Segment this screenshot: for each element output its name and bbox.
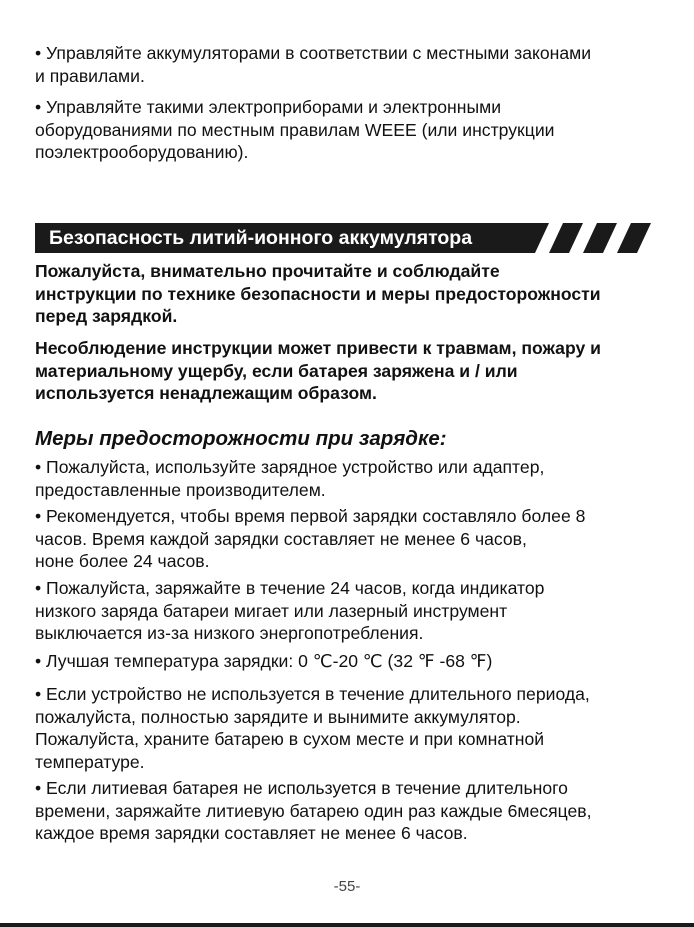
- section-header-bar: [35, 223, 655, 253]
- stripe-mark: [549, 223, 583, 253]
- stripe-mark: [617, 223, 651, 253]
- bullet-charger: • Пожалуйста, используйте зарядное устройство или адаптер, предоставленные производителем.: [35, 457, 545, 500]
- bullet-weee-rules: • Управляйте такими электроприборами и электронными оборудованиями по местным правилам WEEE (или инструкции поэлектрооборудованию).: [35, 97, 555, 162]
- bullet-long-storage: • Если литиевая батарея не используется в течение длительного времени, заряжайте литиевую батарею один раз каждые 6месяцев, каждое время зарядки составляет не менее 6 часов.: [35, 778, 592, 843]
- warning-noncompliance: Несоблюдение инструкции может привести к травмам, пожару и материальному ущербу, если батарея заряжена и / или используется ненадлежащим образом.: [35, 338, 601, 403]
- page-number: -55-: [333, 878, 361, 895]
- bullet-charge-time: • Рекомендуется, чтобы время первой зарядки составляло более 8 часов. Время каждой зарядки составляет не менее 6 часов, ноне более 24 часов.: [35, 506, 586, 571]
- stripe-mark: [583, 223, 617, 253]
- bullet-battery-laws: • Управляйте аккумуляторами в соответствии с местными законами и правилами.: [35, 43, 592, 86]
- bullet-temperature: • Лучшая температура зарядки: 0 ℃-20 ℃ (32 ℉ -68 ℉): [35, 651, 493, 671]
- bullet-low-battery: • Пожалуйста, заряжайте в течение 24 часов, когда индикатор низкого заряда батареи мигает или лазерный инструмент выключается из-за низкого энергопотребления.: [35, 578, 545, 643]
- bottom-rule: [0, 923, 694, 927]
- warning-read-instructions: Пожалуйста, внимательно прочитайте и соблюдайте инструкции по технике безопасности и меры предосторожности перед зарядкой.: [35, 261, 601, 326]
- charging-precautions-heading: Меры предосторожности при зарядке:: [35, 427, 447, 450]
- section-title: Безопасность литий-ионного аккумулятора: [49, 227, 473, 249]
- bullet-storage: • Если устройство не используется в течение длительного периода, пожалуйста, полностью зарядите и вынимите аккумулятор. Пожалуйста, храните батарею в сухом месте и при комнатной температуре.: [35, 684, 590, 772]
